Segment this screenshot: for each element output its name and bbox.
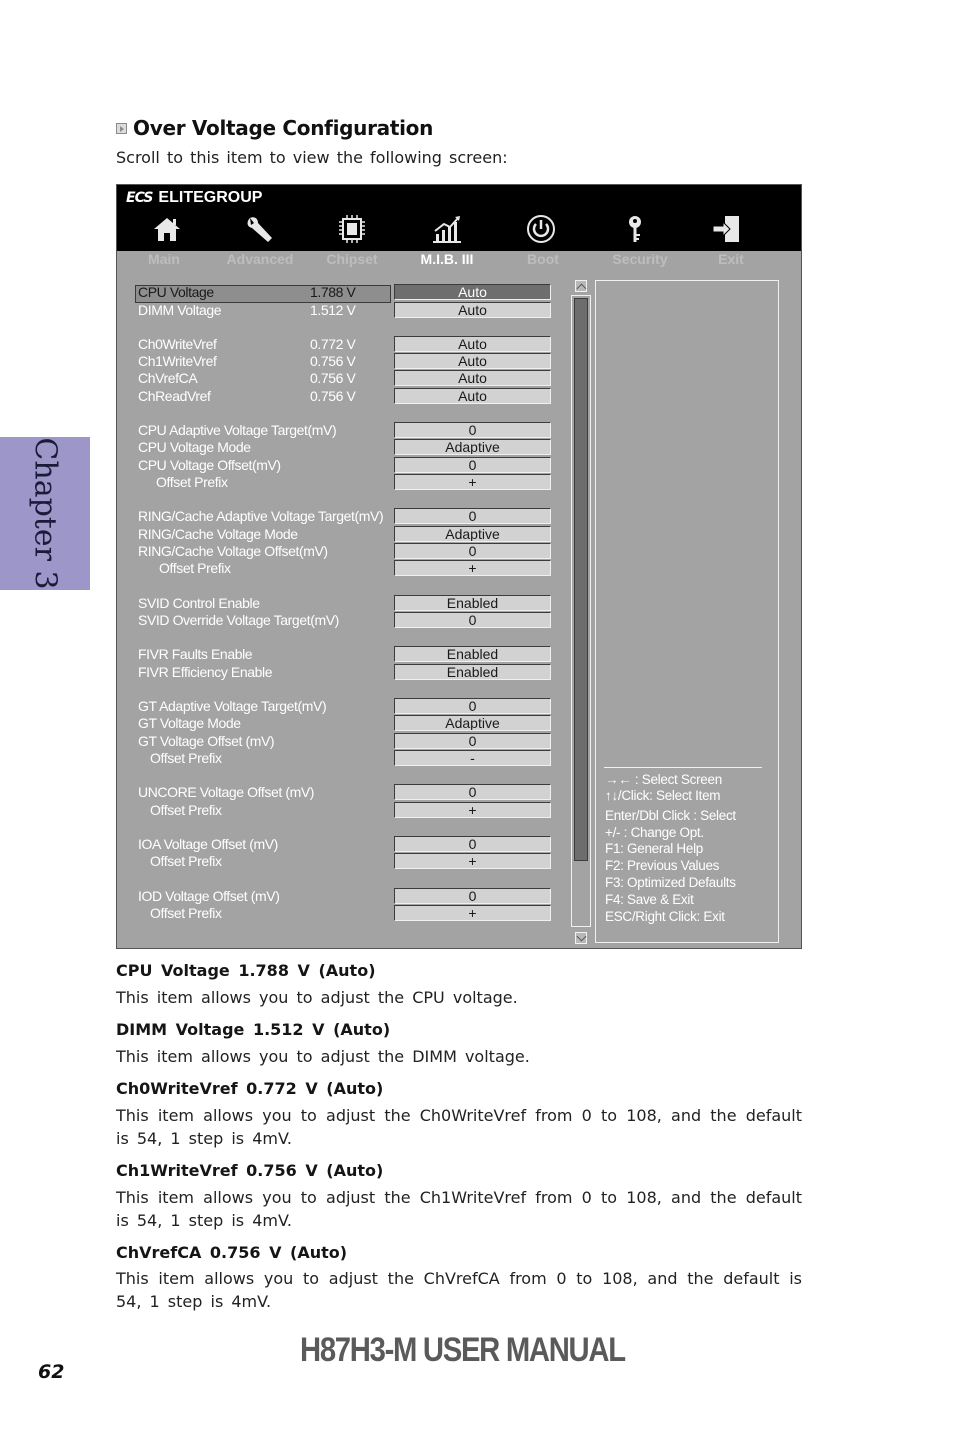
setting-label[interactable]: SVID Control Enable xyxy=(138,595,260,611)
setting-label[interactable]: CPU Adaptive Voltage Target(mV) xyxy=(138,422,337,438)
option-box[interactable]: 0 xyxy=(394,612,551,628)
tab-security[interactable]: Security xyxy=(612,251,668,267)
option-box[interactable]: 0 xyxy=(394,543,551,559)
scroll-down-icon[interactable] xyxy=(575,932,587,944)
option-box[interactable]: Adaptive xyxy=(394,439,551,455)
setting-label[interactable]: UNCORE Voltage Offset (mV) xyxy=(138,784,315,800)
setting-label[interactable]: IOD Voltage Offset (mV) xyxy=(138,888,280,904)
help-divider xyxy=(604,767,762,768)
setting-label[interactable]: RING/Cache Adaptive Voltage Target(mV) xyxy=(138,508,384,524)
item-heading: ChVrefCA 0.756 V (Auto) xyxy=(116,1243,348,1262)
setting-label[interactable]: Offset Prefix xyxy=(150,802,222,818)
brand-name: ELITEGROUP xyxy=(158,189,263,206)
option-box[interactable]: 0 xyxy=(394,698,551,714)
option-box[interactable]: Auto xyxy=(394,370,551,386)
bios-screen xyxy=(116,184,802,949)
help-line: ESC/Right Click: Exit xyxy=(605,909,725,924)
bullet-icon xyxy=(116,123,127,134)
tab-boot[interactable]: Boot xyxy=(527,251,559,267)
option-box[interactable]: Auto xyxy=(394,302,551,318)
option-box[interactable]: 0 xyxy=(394,733,551,749)
option-box[interactable]: 0 xyxy=(394,836,551,852)
help-line: →← : Select Screen xyxy=(605,772,722,787)
home-icon[interactable] xyxy=(150,213,184,245)
option-box[interactable]: 0 xyxy=(394,784,551,800)
setting-value: 1.788 V xyxy=(310,284,356,300)
help-line: F3: Optimized Defaults xyxy=(605,875,736,890)
setting-value: 0.756 V xyxy=(310,370,356,386)
bios-header xyxy=(117,185,801,251)
wrench-icon[interactable] xyxy=(243,213,277,245)
setting-label[interactable]: FIVR Faults Enable xyxy=(138,646,253,662)
tab-main[interactable]: Main xyxy=(148,251,180,267)
setting-label[interactable]: ChVrefCA xyxy=(138,370,198,386)
setting-label[interactable]: Offset Prefix xyxy=(150,853,222,869)
option-box[interactable]: Enabled xyxy=(394,646,551,662)
option-box[interactable]: - xyxy=(394,750,551,766)
help-line: F4: Save & Exit xyxy=(605,892,694,907)
option-box[interactable]: + xyxy=(394,474,551,490)
chapter-tab xyxy=(0,437,90,590)
help-line: Enter/Dbl Click : Select xyxy=(605,808,736,823)
item-description: This item allows you to adjust the CPU voltage. xyxy=(116,988,518,1007)
option-box[interactable]: Auto xyxy=(394,336,551,352)
intro-text: Scroll to this item to view the following screen: xyxy=(116,148,508,167)
item-heading: CPU Voltage 1.788 V (Auto) xyxy=(116,961,376,980)
setting-label[interactable]: GT Voltage Mode xyxy=(138,715,241,731)
item-heading: Ch0WriteVref 0.772 V (Auto) xyxy=(116,1079,384,1098)
setting-label[interactable]: GT Voltage Offset (mV) xyxy=(138,733,275,749)
item-heading: Ch1WriteVref 0.756 V (Auto) xyxy=(116,1161,384,1180)
option-box[interactable]: Enabled xyxy=(394,664,551,680)
option-box[interactable]: + xyxy=(394,802,551,818)
item-description: This item allows you to adjust the Ch0WriteVref from 0 to 108, and the default is 54, 1 step is 4mV. xyxy=(116,1106,802,1148)
chapter-label: Chapter 3 xyxy=(27,437,63,590)
page-number: 62 xyxy=(38,1361,65,1383)
item-description: This item allows you to adjust the ChVrefCA from 0 to 108, and the default is 54, 1 step is 4mV. xyxy=(116,1269,802,1311)
setting-value: 0.772 V xyxy=(310,336,356,352)
setting-label[interactable]: FIVR Efficiency Enable xyxy=(138,664,273,680)
option-box[interactable]: 0 xyxy=(394,457,551,473)
setting-label[interactable]: CPU Voltage Offset(mV) xyxy=(138,457,281,473)
option-box[interactable]: Auto xyxy=(394,388,551,404)
setting-label[interactable]: RING/Cache Voltage Offset(mV) xyxy=(138,543,328,559)
brand xyxy=(126,189,262,207)
tab-advanced[interactable]: Advanced xyxy=(226,251,294,267)
help-line: +/- : Change Opt. xyxy=(605,825,704,840)
tab-chipset[interactable]: Chipset xyxy=(326,251,378,267)
option-box[interactable]: 0 xyxy=(394,508,551,524)
setting-label[interactable]: Ch1WriteVref xyxy=(138,353,217,369)
setting-label[interactable]: Ch0WriteVref xyxy=(138,336,217,352)
setting-label[interactable]: RING/Cache Voltage Mode xyxy=(138,526,298,542)
option-box[interactable]: Auto xyxy=(394,284,551,300)
help-line: ↑↓/Click: Select Item xyxy=(605,788,721,803)
exit-icon[interactable] xyxy=(710,213,744,245)
setting-label[interactable]: IOA Voltage Offset (mV) xyxy=(138,836,278,852)
setting-label[interactable]: CPU Voltage xyxy=(138,284,214,300)
setting-value: 1.512 V xyxy=(310,302,356,318)
section-heading xyxy=(116,116,433,140)
setting-label[interactable]: Offset Prefix xyxy=(156,474,228,490)
setting-label[interactable]: GT Adaptive Voltage Target(mV) xyxy=(138,698,327,714)
setting-label[interactable]: Offset Prefix xyxy=(159,560,231,576)
setting-label[interactable]: Offset Prefix xyxy=(150,750,222,766)
setting-label[interactable]: ChReadVref xyxy=(138,388,211,404)
option-box[interactable]: + xyxy=(394,905,551,921)
option-box[interactable]: + xyxy=(394,853,551,869)
ecs-logo: ECS xyxy=(126,190,153,206)
scroll-up-icon[interactable] xyxy=(575,280,587,292)
setting-label[interactable]: CPU Voltage Mode xyxy=(138,439,251,455)
setting-label[interactable]: Offset Prefix xyxy=(150,905,222,921)
power-icon[interactable] xyxy=(524,213,558,245)
option-box[interactable]: 0 xyxy=(394,888,551,904)
option-box[interactable]: Auto xyxy=(394,353,551,369)
help-line: F2: Previous Values xyxy=(605,858,720,873)
key-icon[interactable] xyxy=(618,213,652,245)
option-box[interactable]: Adaptive xyxy=(394,715,551,731)
item-description: This item allows you to adjust the DIMM voltage. xyxy=(116,1047,530,1066)
help-line: F1: General Help xyxy=(605,841,703,856)
chip-icon[interactable] xyxy=(335,213,369,245)
tab-mib-iii[interactable]: M.I.B. III xyxy=(420,251,474,267)
option-box[interactable]: 0 xyxy=(394,422,551,438)
tab-exit[interactable]: Exit xyxy=(718,251,744,267)
option-box[interactable]: Enabled xyxy=(394,595,551,611)
item-heading: DIMM Voltage 1.512 V (Auto) xyxy=(116,1020,391,1039)
manual-title: H87H3-M USER MANUAL xyxy=(300,1331,625,1369)
scrollbar-thumb[interactable] xyxy=(574,298,588,861)
option-box[interactable]: Adaptive xyxy=(394,526,551,542)
chart-icon[interactable] xyxy=(430,213,464,245)
setting-value: 0.756 V xyxy=(310,353,356,369)
setting-value: 0.756 V xyxy=(310,388,356,404)
section-title: Over Voltage Configuration xyxy=(133,116,434,140)
item-description: This item allows you to adjust the Ch1WriteVref from 0 to 108, and the default is 54, 1 step is 4mV. xyxy=(116,1188,802,1230)
option-box[interactable]: + xyxy=(394,560,551,576)
setting-label[interactable]: SVID Override Voltage Target(mV) xyxy=(138,612,339,628)
setting-label[interactable]: DIMM Voltage xyxy=(138,302,222,318)
